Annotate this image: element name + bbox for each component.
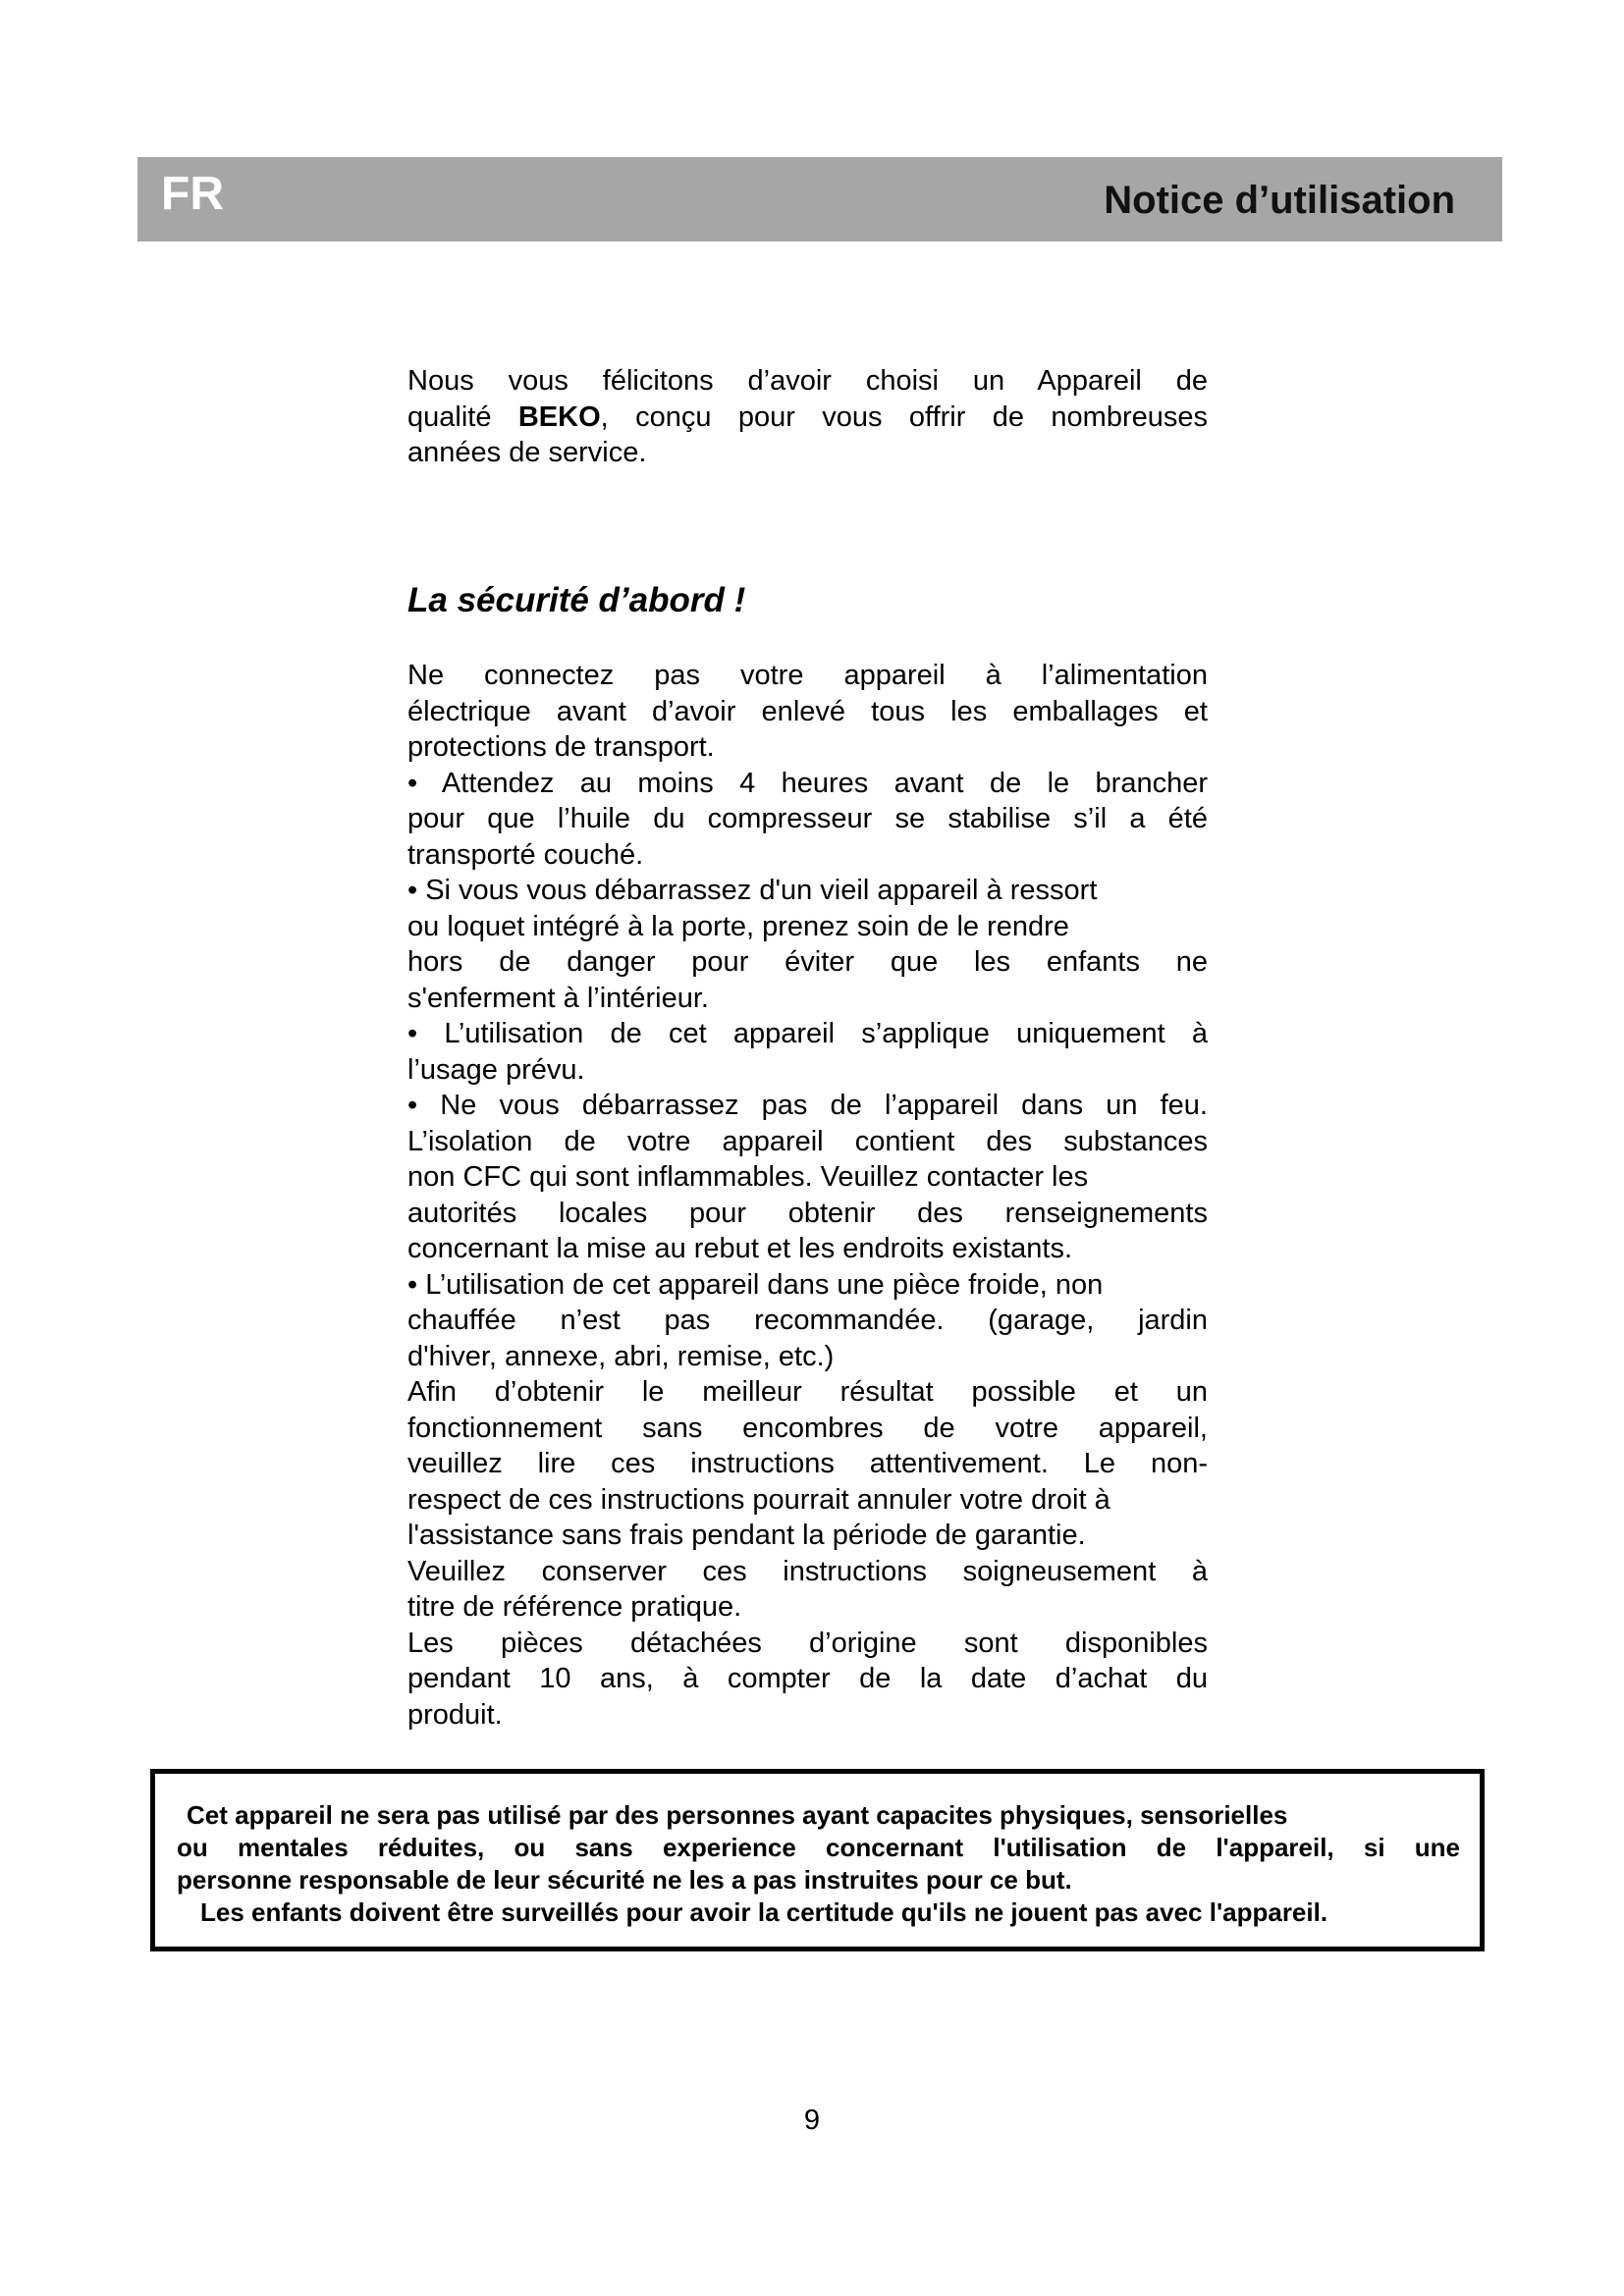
body-line: d'hiver, annexe, abri, remise, etc.): [407, 1340, 835, 1372]
body-line: • L’utilisation de cet appareil s’applique uniquement à: [407, 1018, 1208, 1049]
warning-line: Cet appareil ne sera pas utilisé par des personnes ayant capacites physiques, sensorielles: [187, 1800, 1288, 1830]
brand-name: BEKO: [517, 400, 601, 433]
body-line: • Attendez au moins 4 heures avant de le brancher: [407, 767, 1208, 799]
body-line: Les pièces détachées d’origine sont disponibles: [407, 1627, 1208, 1659]
section-title: La sécurité d’abord !: [407, 581, 746, 619]
header-bar: [137, 157, 1502, 241]
body-line: pour que l’huile du compresseur se stabilise s’il a été: [407, 803, 1208, 834]
intro-line: Nous vous félicitons d’avoir choisi un Appareil de: [407, 365, 1208, 397]
warning-box: [150, 1769, 1485, 1951]
body-line: électrique avant d’avoir enlevé tous les emballages et: [407, 695, 1208, 727]
intro-paragraph: [407, 363, 1208, 471]
body-line: veuillez lire ces instructions attentivement. Le non-: [407, 1448, 1208, 1479]
warning-line: personne responsable de leur sécurité ne les a pas instruites pour ce but.: [177, 1865, 1072, 1895]
body-line: l'assistance sans frais pendant la période de garantie.: [407, 1520, 1086, 1551]
body-line: Ne connectez pas votre appareil à l’alimentation: [407, 660, 1208, 691]
warning-line: Les enfants doivent être surveillés pour avoir la certitude qu'ils ne jouent pas avec l'appareil.: [200, 1897, 1328, 1927]
body-line: ou loquet intégré à la porte, prenez soin de le rendre: [407, 910, 1069, 942]
intro-line-brand: [407, 400, 1208, 436]
body-line: l’usage prévu.: [407, 1053, 585, 1086]
body-line: • L’utilisation de cet appareil dans une pièce froide, non: [407, 1268, 1104, 1301]
body-line: protections de transport.: [407, 731, 715, 763]
body-line: s'enferment à l’intérieur.: [407, 982, 709, 1014]
body-line: pendant 10 ans, à compter de la date d’achat du: [407, 1663, 1208, 1694]
body-line: non CFC qui sont inflammables. Veuillez contacter les: [407, 1161, 1089, 1193]
body-line: transporté couché.: [407, 838, 644, 871]
body-line: fonctionnement sans encombres de votre appareil,: [407, 1412, 1208, 1444]
body-line: hors de danger pour éviter que les enfants ne: [407, 946, 1208, 978]
body-line: chauffée n’est pas recommandée. (garage, jardin: [407, 1305, 1208, 1336]
intro-text: qualité: [407, 400, 518, 433]
intro-text: , conçu pour vous offrir de nombreuses: [600, 400, 1208, 433]
body-line: • Ne vous débarrassez pas de l’appareil dans un feu.: [407, 1090, 1208, 1121]
intro-line: années de service.: [407, 437, 647, 468]
body-line: Veuillez conserver ces instructions soigneusement à: [407, 1555, 1208, 1587]
warning-line: ou mentales réduites, ou sans experience concernant l'utilisation de l'appareil, si une: [177, 1833, 1460, 1862]
body-line: • Si vous vous débarrassez d'un vieil appareil à ressort: [407, 875, 1098, 906]
body-line: concernant la mise au rebut et les endroits existants.: [407, 1233, 1073, 1264]
body-line: respect de ces instructions pourrait annuler votre droit à: [407, 1483, 1110, 1516]
body-line: titre de référence pratique.: [407, 1591, 742, 1623]
warning-text: [177, 1799, 1460, 1929]
safety-body: [407, 658, 1208, 1733]
page-number: 9: [803, 2105, 821, 2136]
language-code: FR: [161, 168, 224, 220]
body-line: autorités locales pour obtenir des renseignements: [407, 1197, 1208, 1229]
body-line: produit.: [407, 1698, 503, 1731]
body-line: L’isolation de votre appareil contient des substances: [407, 1125, 1208, 1157]
document-title: Notice d’utilisation: [1104, 179, 1455, 222]
body-line: Afin d’obtenir le meilleur résultat possible et un: [407, 1376, 1208, 1408]
